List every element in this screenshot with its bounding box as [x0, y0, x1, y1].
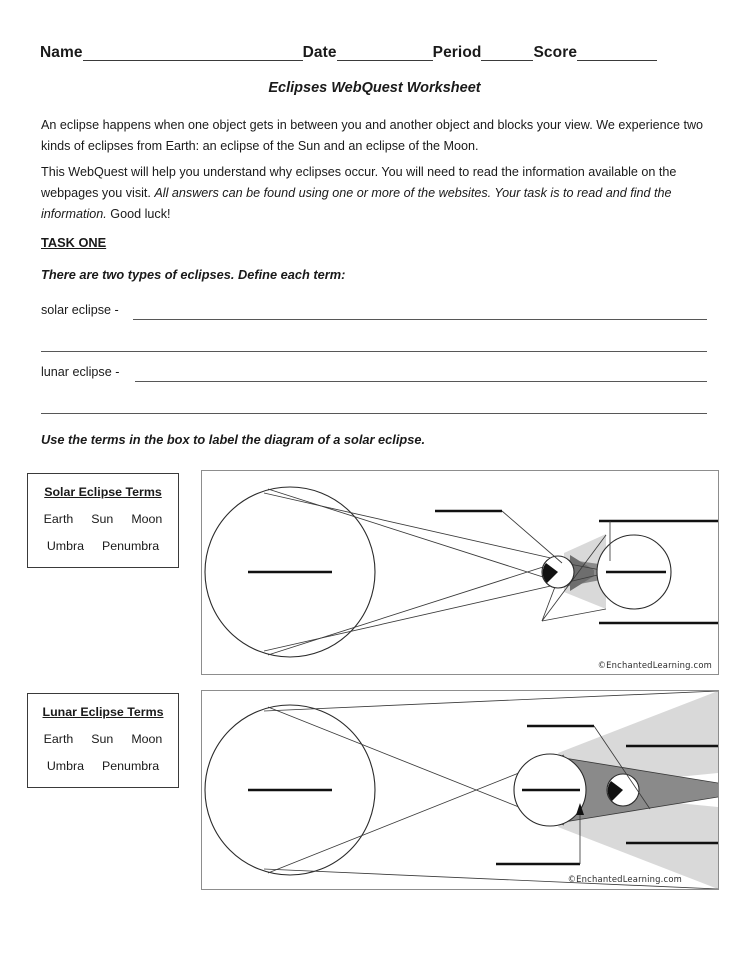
lunar-terms-row-1 [28, 732, 178, 746]
score-input-blank[interactable] [577, 45, 657, 61]
lunar-diagram-credit: ©EnchantedLearning.com [567, 874, 682, 884]
ray-top-2 [264, 691, 718, 711]
intro-paragraph-2-part1: This WebQuest will help you understand why eclipses occur. You will need to read the information available on the webpages you visit. [41, 165, 677, 200]
intro-paragraph-2-part2: Good luck! [106, 207, 171, 221]
lunar-eclipse-answer-line-1[interactable] [135, 381, 707, 382]
solar-eclipse-answer-line-1[interactable] [133, 319, 707, 320]
page-title: Eclipses WebQuest Worksheet [268, 80, 481, 96]
intro-paragraph-2 [41, 162, 706, 225]
lunar-eclipse-answer-line-2[interactable] [41, 413, 707, 414]
solar-eclipse-terms-box [27, 473, 179, 568]
solar-eclipse-diagram [201, 470, 719, 675]
lunar-eclipse-terms-box [27, 693, 179, 788]
term-penumbra: Penumbra [102, 539, 160, 553]
intro-paragraph-2-italic: All answers can be found using one or more of the websites. Your task is to read and find the information. [41, 186, 672, 221]
period-label: Period [432, 44, 482, 61]
lunar-eclipse-answer-label: lunar eclipse - [41, 365, 120, 379]
date-input-blank[interactable] [337, 45, 433, 61]
task-one-subheading: There are two types of eclipses. Define each term: [41, 267, 346, 282]
lunar-terms-title: Lunar Eclipse Terms [42, 705, 164, 719]
period-input-blank[interactable] [481, 45, 533, 61]
solar-eclipse-illustration [202, 471, 718, 674]
term-earth: Earth [43, 732, 74, 746]
score-label: Score [533, 44, 578, 61]
name-input-blank[interactable] [83, 45, 303, 61]
name-label: Name [40, 44, 83, 61]
term-moon: Moon [131, 732, 163, 746]
solar-terms-title: Solar Eclipse Terms [44, 485, 162, 499]
solar-terms-row-2 [28, 539, 178, 553]
date-label: Date [302, 44, 337, 61]
lunar-eclipse-illustration [202, 691, 718, 889]
penumbra-edge-2 [542, 609, 606, 621]
term-earth: Earth [43, 512, 74, 526]
diagram-instruction: Use the terms in the box to label the diagram of a solar eclipse. [41, 432, 426, 447]
term-penumbra: Penumbra [102, 759, 160, 773]
solar-eclipse-answer-line-2[interactable] [41, 351, 707, 352]
student-info-row [40, 44, 708, 62]
solar-diagram-credit: ©EnchantedLearning.com [597, 660, 712, 670]
term-sun: Sun [91, 732, 114, 746]
lunar-terms-row-2 [28, 759, 178, 773]
task-one-heading: TASK ONE [41, 235, 107, 250]
term-umbra: Umbra [46, 539, 84, 553]
term-sun: Sun [91, 512, 114, 526]
intro-paragraph-1: An eclipse happens when one object gets in between you and another object and blocks your view. We experience two kinds of eclipses from Earth: an eclipse of the Sun and an eclipse of the Moon. [41, 118, 704, 153]
term-umbra: Umbra [46, 759, 84, 773]
lunar-eclipse-diagram [201, 690, 719, 890]
solar-eclipse-answer-label: solar eclipse - [41, 303, 119, 317]
leader-line-penumbra-solar [502, 511, 562, 563]
term-moon: Moon [131, 512, 163, 526]
solar-terms-row-1 [28, 512, 178, 526]
